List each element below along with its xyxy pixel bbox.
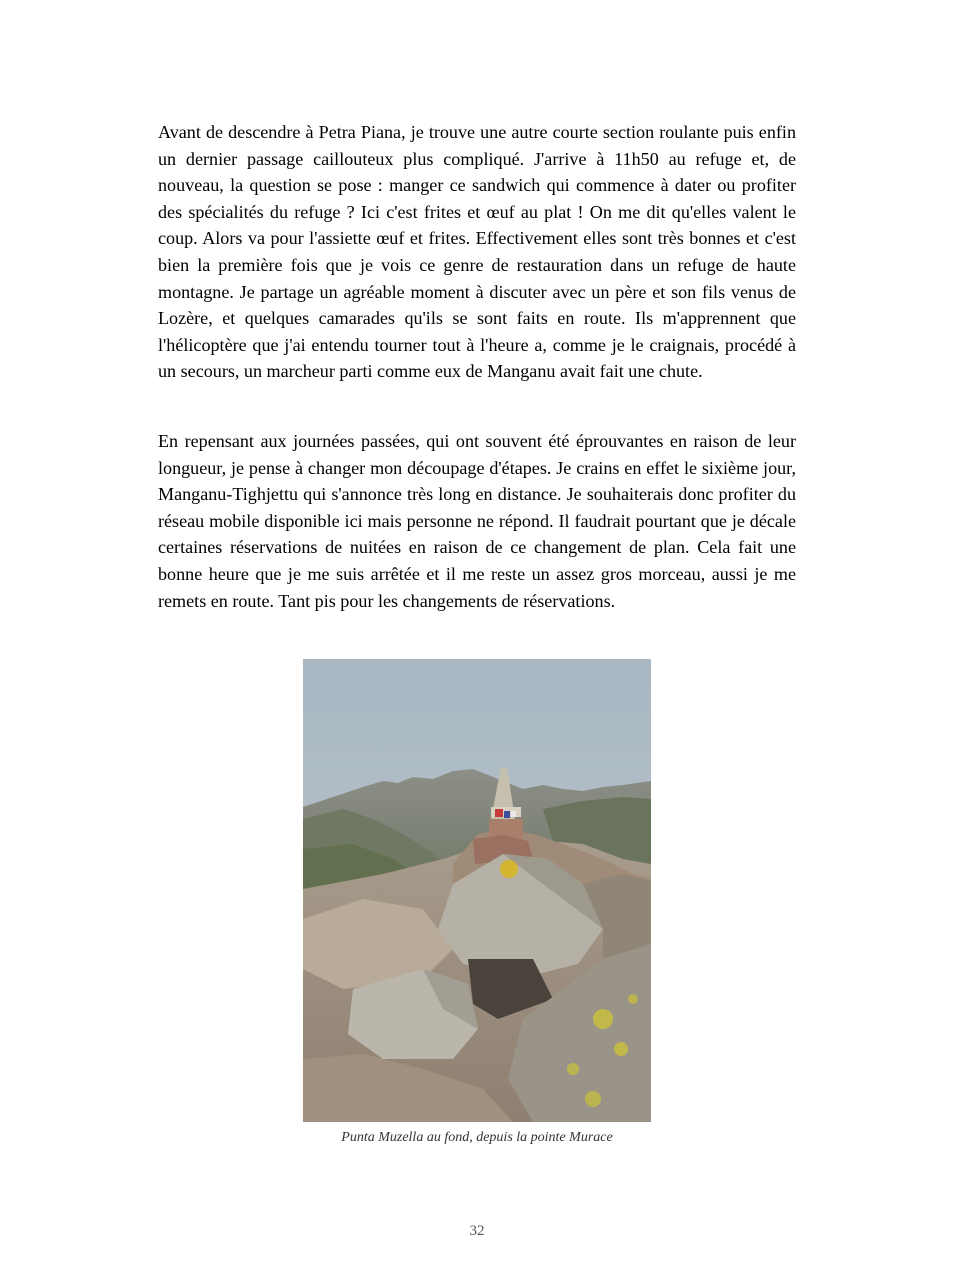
paragraph-refuge-lunch: Avant de descendre à Petra Piana, je trouve une autre courte section roulante puis enfin un dernier passage caillouteux plus compliqué. J'arrive à 11h50 au refuge et, de nouveau, la question se pose : manger ce sandwich qui commence à dater ou profiter des spécialités du refuge ? Ici c'est frites et œuf au plat ! On me dit qu'elles valent le coup. Alors va pour l'assiette œuf et frites. Effectivement elles sont très bonnes et c'est bien la première fois que je vois ce genre de restauration dans un refuge de haute montagne. Je partage un agréable moment à discuter avec un père et son fils venus de Lozère, et quelques camarades qu'ils se sont faits en route. Ils m'apprennent que l'hélicoptère que j'ai entendu tourner tout à l'heure a, comme je le craignais, procédé à un secours, un marcheur parti comme eux de Manganu avait fait une chute. <box>158 122 796 382</box>
page-number: 32 <box>469 1223 485 1239</box>
yellow-trail-mark <box>500 860 518 878</box>
mountain-cairn-photo <box>303 659 651 1122</box>
photo-caption: Punta Muzella au fond, depuis la pointe Murace <box>341 1130 613 1145</box>
paragraph-stage-planning: En repensant aux journées passées, qui ont souvent été éprouvantes en raison de leur longueur, je pense à changer mon découpage d'étapes. Je crains en effet le sixième jour, Manganu-Tighjettu qui s'annonce très long en distance. Je souhaiterais donc profiter du réseau mobile disponible ici mais personne ne répond. Il faudrait pourtant que je décale certaines réservations de nuitées en raison de ce changement de plan. Cela fait une bonne heure que je me suis arrêtée et il me reste un assez gros morceau, aussi je me remets en route. Tant pis pour les changements de réservations. <box>158 431 796 611</box>
